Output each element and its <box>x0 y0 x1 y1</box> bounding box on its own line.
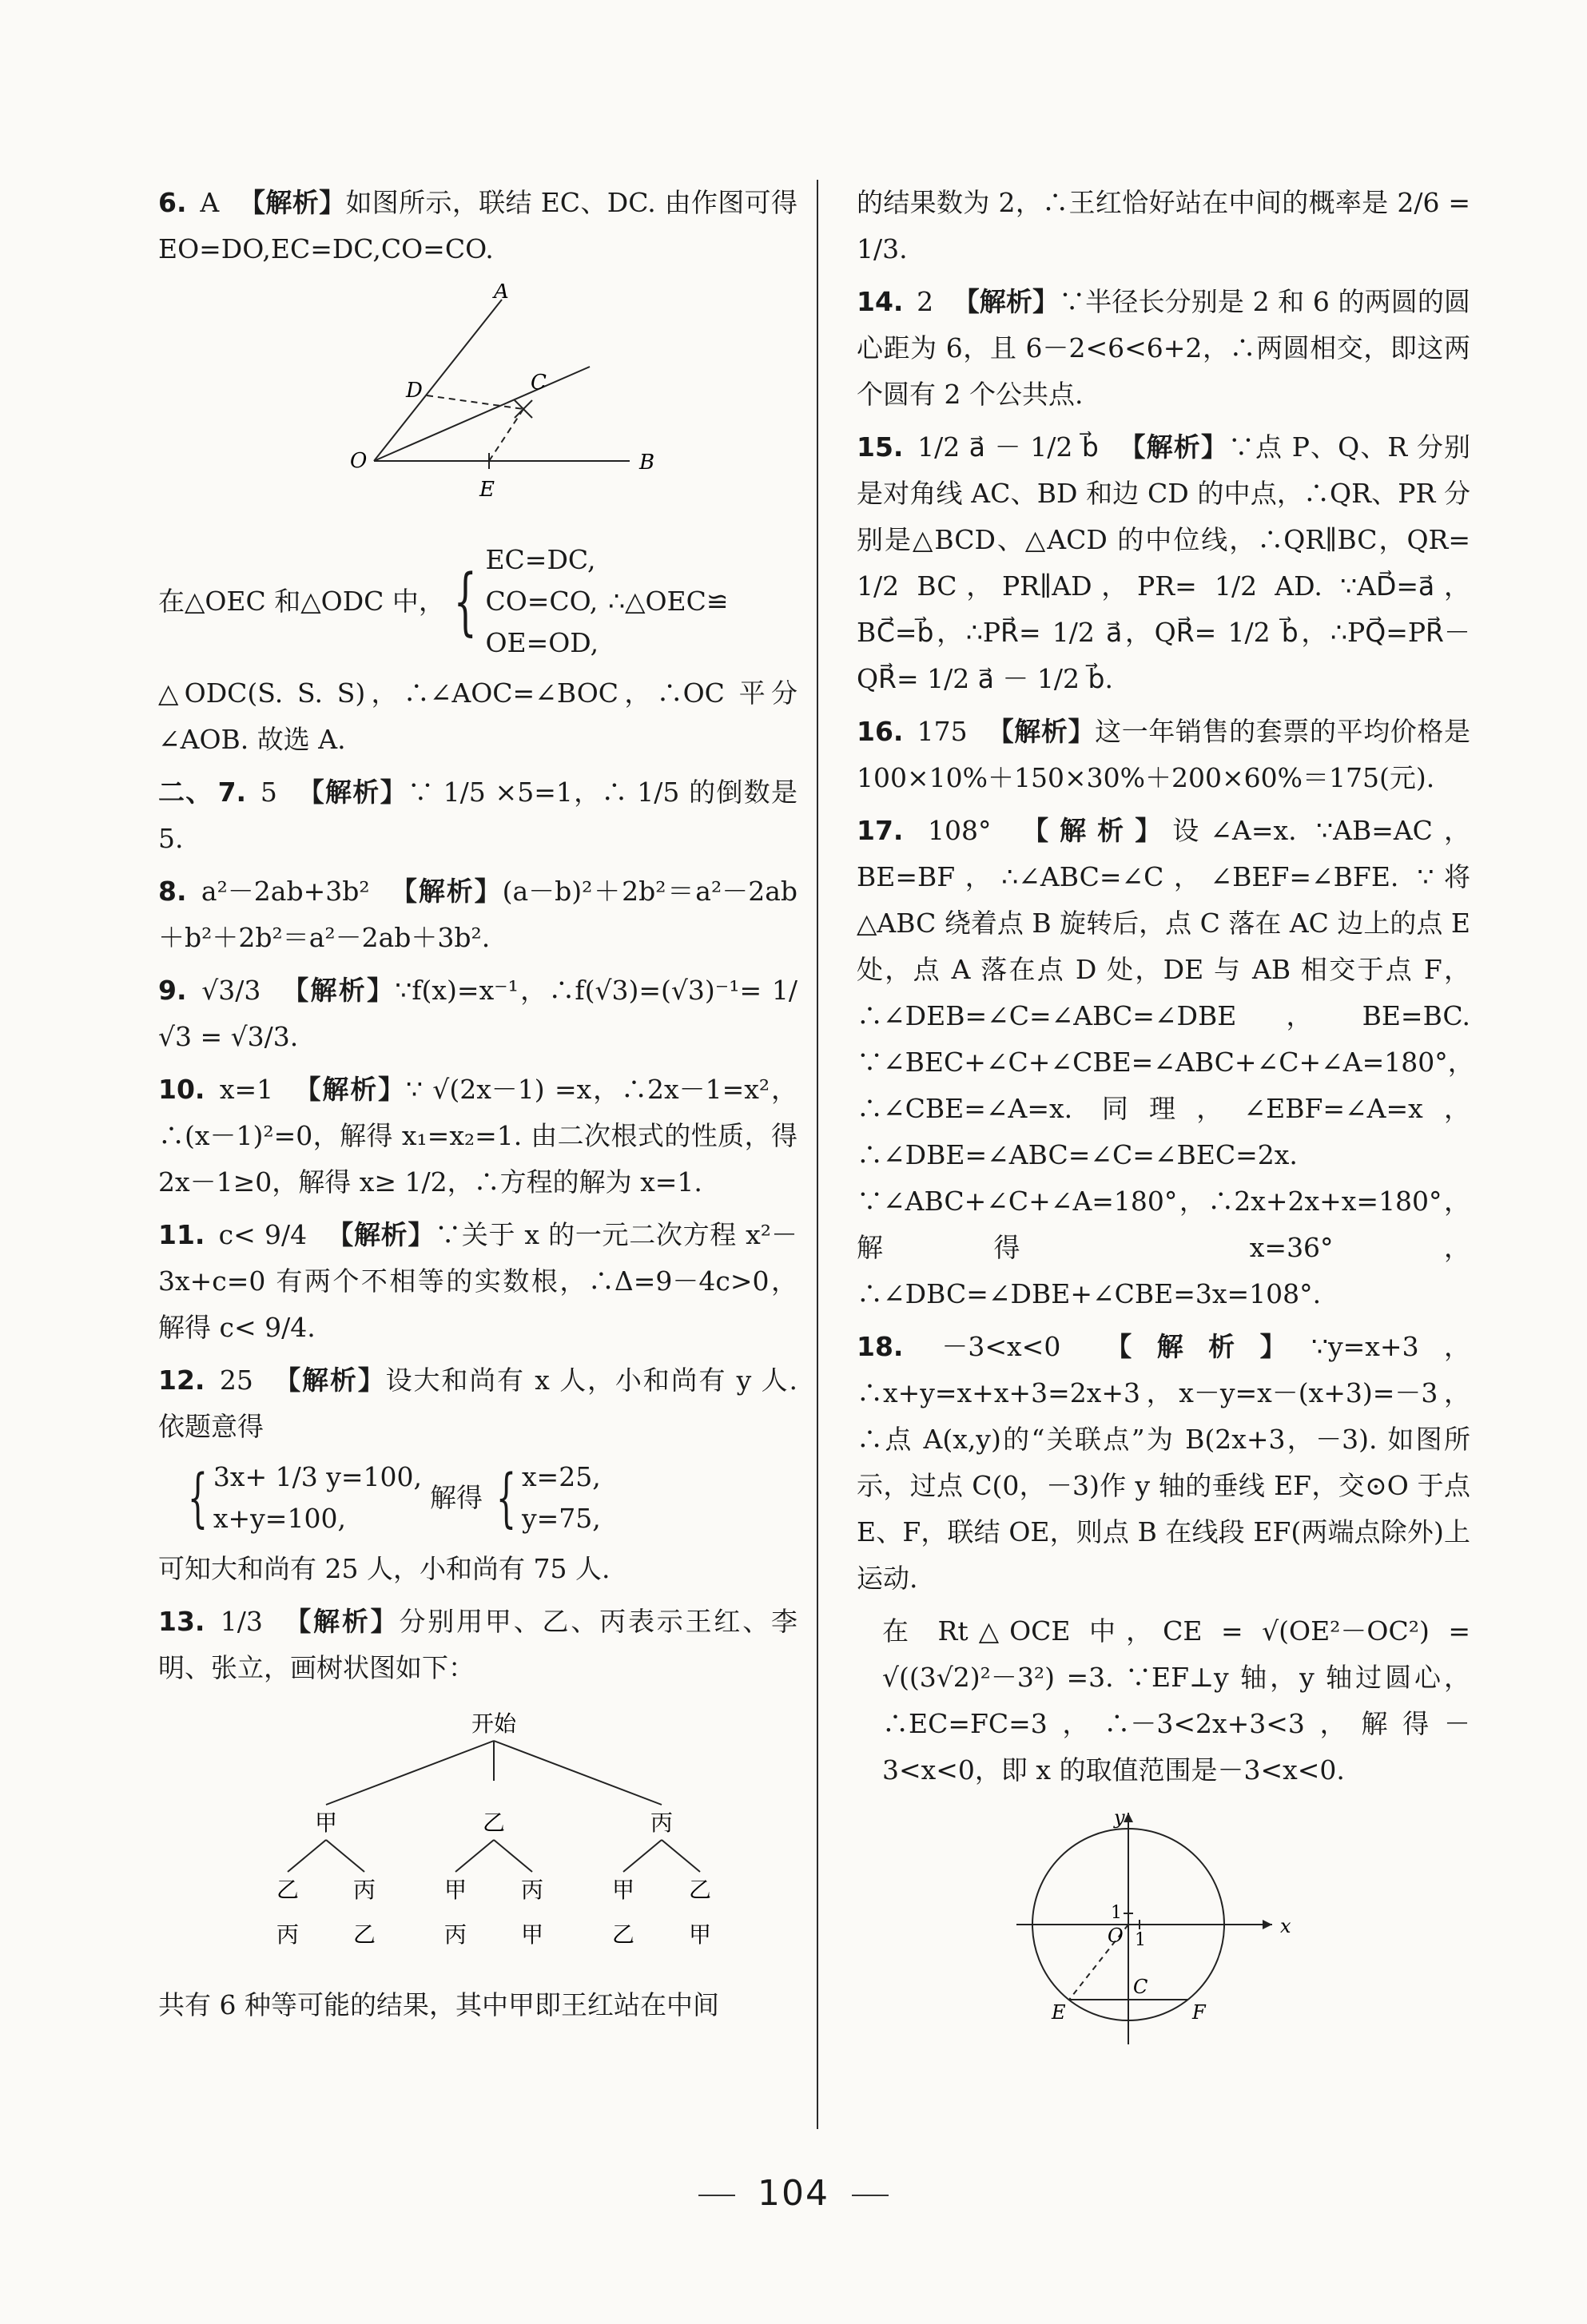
circle-coordinate-figure <box>857 1805 1470 2060</box>
brace-icon: { <box>187 1460 209 1535</box>
label-O: O <box>1108 1925 1124 1947</box>
tick-label-x: 1 <box>1135 1930 1146 1950</box>
tree-node: 丙 <box>352 1877 376 1903</box>
question-17: 17. 108° 【解析】设∠A=x. ∵AB=AC，BE=BF，∴∠ABC=∠C，∠BEF=∠BFE. ∵将△ABC 绕着点 B 旋转后，点 C 落在 AC 边上的点 E 处，点 A 落在点 D 处，DE 与 AB 相交于点 F，∴∠DEB=∠C=∠ABC=∠DBE，BE=BC. ∵∠BEC+∠C+∠CBE=∠ABC+∠C+∠A=180°，∴∠CBE=∠A=x. 同理，∠EBF=∠A=x，∴∠DBE=∠ABC=∠C=∠BEC=2x. ∵∠ABC+∠C+∠A=180°，∴2x+2x+x=180°，解得 x=36°，∴∠DBC=∠DBE+∠CBE=3x=108°. <box>857 815 1474 1309</box>
tree-diagram <box>158 1702 797 1966</box>
page-number: 104 <box>0 2173 1587 2214</box>
question-14: 14. 2 【解析】∵半径长分别是 2 和 6 的两圆的圆心距为 6，且 6－2<6<6+2，∴两圆相交，即这两个圆有 2 个公共点. <box>857 286 1470 410</box>
question-13: 13. 1/3 【解析】分别用甲、乙、丙表示王红、李明、张立，画树状图如下： <box>158 1606 798 1683</box>
dash-right <box>852 2195 889 2196</box>
tree-node: 丙 <box>650 1810 674 1836</box>
tree-node: 甲 <box>611 1877 635 1903</box>
congruence-conditions: EC=DC, CO=CO, OE=OD, <box>485 544 599 658</box>
question-12-conclusion: 可知大和尚有 25 人，小和尚有 75 人. <box>158 1553 611 1584</box>
tree-node: 丙 <box>443 1921 467 1948</box>
question-15: 15. 1/2 a⃗ － 1/2 b⃗ 【解析】∵点 P、Q、R 分别是对角线 AC、BD 和边 CD 的中点，∴QR、PR 分别是△BCD、△ACD 的中位线，∴QR∥BC，QR= 1/2 BC，PR∥AD，PR= 1/2 AD. ∵AD⃗=a⃗，BC⃗=b⃗，∴PR⃗= 1/2 a⃗，QR⃗= 1/2 b⃗，∴PQ⃗=PR⃗－QR⃗= 1/2 a⃗ － 1/2 b⃗. <box>857 431 1470 694</box>
tree-node: 甲 <box>688 1921 712 1948</box>
tree-node: 丙 <box>276 1921 300 1948</box>
dash-left <box>698 2195 735 2196</box>
label-B: B <box>639 451 655 475</box>
question-12-systems: { 3x+ 1/3 y=100, x+y=100, 解得 { x=25, y=75, <box>158 1456 797 1539</box>
label-C: C <box>1133 1976 1148 1998</box>
tree-node: 乙 <box>276 1877 300 1903</box>
question-18: 18. －3<x<0 【解析】∵y=x+3，∴x+y=x+x+3=2x+3，x－y=x－(x+3)=－3，∴点 A(x,y)的“关联点”为 B(2x+3，－3). 如图所示，过点 C(0，－3)作 y 轴的垂线 EF，交⊙O 于点 E、F，联结 OE，则点 B 在线段 EF(两端点除外)上运动. <box>857 1331 1471 1594</box>
tree-node: 乙 <box>611 1921 635 1948</box>
tree-node: 甲 <box>443 1877 467 1903</box>
tree-node: 乙 <box>688 1877 712 1903</box>
tree-node: 乙 <box>482 1810 506 1836</box>
solution-system: x=25, y=75, <box>521 1461 601 1534</box>
tree-root: 开始 <box>471 1710 517 1737</box>
question-6: 6. A 【解析】如图所示，联结 EC、DC. 由作图可得 EO=DO,EC=DC,CO=CO. <box>158 187 798 264</box>
label-O: O <box>350 449 368 473</box>
tree-node: 甲 <box>314 1810 338 1836</box>
axis-label-x: x <box>1280 1915 1291 1937</box>
left-column <box>158 180 797 2116</box>
question-8: 8. a²－2ab+3b² 【解析】(a－b)²＋2b²＝a²－2ab＋b²＋2b²＝a²－2ab＋3b². <box>158 876 797 953</box>
tree-node: 丙 <box>520 1877 544 1903</box>
axis-label-y: y <box>1114 1806 1125 1829</box>
question-7: 二、 7. 5 【解析】∵ 1/5 ×5=1，∴ 1/5 的倒数是 5. <box>158 777 798 854</box>
question-18-step2: 在 Rt△OCE 中，CE = √(OE²－OC²) = √((3√2)²－3²) =3. ∵EF⊥y 轴，y 轴过圆心，∴EC=FC=3，∴－3<2x+3<3，解得－3<x<0，即 x 的取值范围是－3<x<0. <box>882 1615 1470 1786</box>
tree-node: 甲 <box>520 1921 544 1948</box>
tick-label-y: 1 <box>1111 1903 1122 1923</box>
question-11: 11. c< 9/4 【解析】∵关于 x 的一元二次方程 x²－3x+c=0 有两个不相等的实数根，∴Δ=9－4c>0，解得 c< 9/4. <box>158 1219 798 1343</box>
right-column <box>857 180 1474 2116</box>
angle-bisector-figure <box>158 284 797 523</box>
brace-icon: { <box>495 1460 517 1535</box>
question-9: 9. √3/3 【解析】∵f(x)=x⁻¹，∴f(√3)=(√3)⁻¹= 1/√3 = √3/3. <box>158 975 797 1052</box>
column-divider <box>817 180 818 2129</box>
question-13-continued: 的结果数为 2，∴王红恰好站在中间的概率是 2/6 = 1/3. <box>857 187 1470 264</box>
question-13-after: 共有 6 种等可能的结果，其中甲即王红站在中间 <box>158 1989 719 2020</box>
label-E: E <box>479 478 495 502</box>
brace-icon: { <box>453 558 477 644</box>
label-D: D <box>406 379 423 403</box>
tree-node: 乙 <box>352 1921 376 1948</box>
question-12: 12. 25 【解析】设大和尚有 x 人，小和尚有 y 人. 依题意得 <box>158 1365 798 1442</box>
label-E: E <box>1052 2001 1066 2024</box>
equation-system: 3x+ 1/3 y=100, x+y=100, <box>213 1461 423 1534</box>
question-6-system: 在△OEC 和△ODC 中， { EC=DC, CO=CO, OE=OD, ∴△OEC≌ <box>158 539 797 664</box>
label-C: C <box>531 371 547 395</box>
question-16: 16. 175 【解析】这一年销售的套票的平均价格是 100×10%＋150×30%＋200×60%＝175(元). <box>857 716 1471 793</box>
label-F: F <box>1192 2001 1206 2024</box>
question-10: 10. x=1 【解析】∵ √(2x－1) =x，∴2x－1=x²，∴(x－1)²=0，解得 x₁=x₂=1. 由二次根式的性质，得 2x－1≥0，解得 x≥ 1/2，∴方程的解为 x=1. <box>158 1074 797 1198</box>
label-A: A <box>494 284 509 304</box>
question-6-conclusion: △ODC(S. S. S)，∴∠AOC=∠BOC，∴OC 平分∠AOB. 故选 A. <box>158 677 797 755</box>
